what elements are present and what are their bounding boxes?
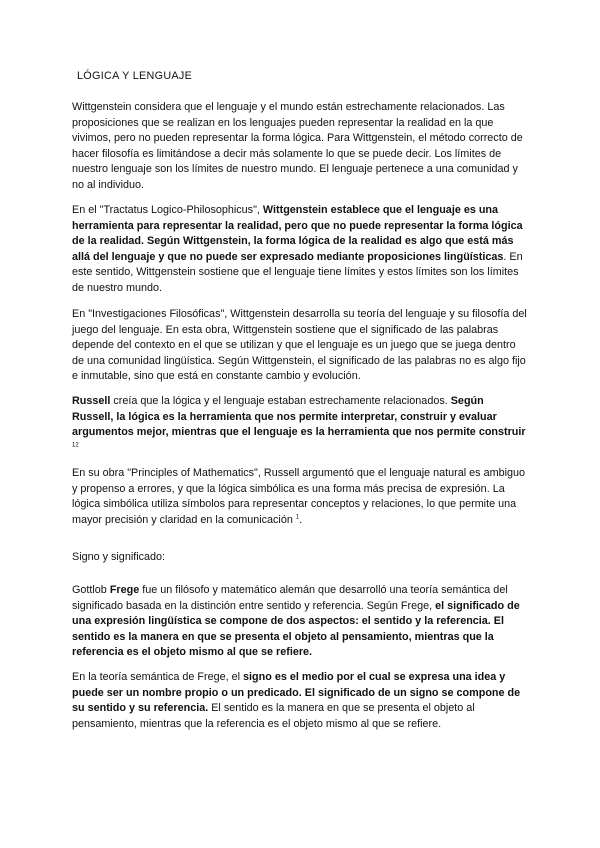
paragraph-signo-end: El sentido es la manera en que se presenta el objeto al pensamiento, mientras que la referencia es el objeto mismo al que se refiere.: [72, 702, 475, 730]
paragraph-signo-bold: signo es el medio por el cual se expresa una idea y puede ser un nombre propio o un predicado. El significado de un signo se compone de su sentido y su referencia.: [72, 671, 521, 715]
paragraph-principles-end: .: [299, 513, 303, 526]
paragraph-principles-text: En su obra "Principles of Mathematics", Russell argumentó que el lenguaje natural es ambiguo y propenso a errores, y que la lógica simbólica es una forma más precisa de expresión. La lógica simbólica utiliza símbolos para representar conceptos y relaciones, lo que permite una mayor precisión y claridad en la comunicación: [72, 467, 525, 526]
frege-name: Frege: [109, 584, 140, 596]
paragraph-principles: [72, 466, 528, 528]
paragraph-russell-text: creía que la lógica y el lenguaje estaban estrechamente relacionados.: [110, 395, 451, 407]
paragraph-frege-lead: Gottlob: [72, 584, 110, 596]
paragraph-russell: [72, 394, 528, 456]
paragraph-wittgenstein-intro: Wittgenstein considera que el lenguaje y el mundo están estrechamente relacionados. Las proposiciones que se realizan en los lenguajes pueden representar la realidad en la que vivimos, pero no pueden representar la forma lógica. Para Wittgenstein, el método correcto de hacer filosofía es limitándose a decir más solamente lo que se puede decir. Los límites de nuestro lenguaje son los límites de nuestro mundo. El lenguaje pertenece a una comunidad y no al individuo.: [72, 101, 523, 191]
section-subtitle: Signo y significado:: [72, 551, 166, 563]
paragraph-signo-lead: En la teoría semántica de Frege, el: [72, 671, 244, 683]
document-title: LÓGICA Y LENGUAJE: [77, 70, 193, 82]
paragraph-tractatus: [72, 203, 528, 297]
paragraph-russell-bold: Según Russell, la lógica es la herramienta que nos permite interpretar, construir y evaluar argumentos mejor, mientras que el lenguaje es la herramienta que nos permite construir: [72, 395, 526, 439]
russell-name: Russell: [72, 395, 111, 407]
paragraph-frege-text: fue un filósofo y matemático alemán que desarrolló una teoría semántica del significado basada en la distinción entre sentido y referencia. Según Frege,: [72, 584, 508, 612]
paragraph-tractatus-end: . En este sentido, Wittgenstein sostiene que el lenguaje tiene límites y estos límites son los límites de nuestro mundo.: [72, 250, 523, 294]
paragraph-frege: [72, 583, 528, 661]
paragraph-frege-bold: el significado de una expresión lingüística se compone de dos aspectos: el sentido y la referencia. El sentido es la manera en que se presenta el objeto al pensamiento, mientras que la referencia es el objeto mismo al que se refiere.: [72, 599, 520, 659]
footnote-ref-12: 12: [72, 442, 79, 449]
footnote-ref-1: 1: [295, 514, 300, 521]
paragraph-tractatus-lead: En el "Tractatus Logico-Philosophicus",: [72, 204, 263, 216]
paragraph-investigaciones: En "Investigaciones Filosóficas", Wittgenstein desarrolla su teoría del lenguaje y su filosofía del juego del lenguaje. En esta obra, Wittgenstein sostiene que el significado de las palabras depende del contexto en el que se utilizan y que el lenguaje es un juego que se juega dentro de una comunidad lingüística. Según Wittgenstein, el significado de las palabras no es algo fijo e inmutable, sino que está en constante cambio y evolución.: [72, 308, 527, 383]
paragraph-signo: [72, 670, 528, 732]
paragraph-tractatus-bold: Wittgenstein establece que el lenguaje es una herramienta para representar la realidad, pero que no puede representar la forma lógica de la realidad. Según Wittgenstein, la forma lógica de la realidad es algo que está más allá del lenguaje y que no puede ser expresado mediante proposiciones lingüísticas: [72, 204, 523, 263]
